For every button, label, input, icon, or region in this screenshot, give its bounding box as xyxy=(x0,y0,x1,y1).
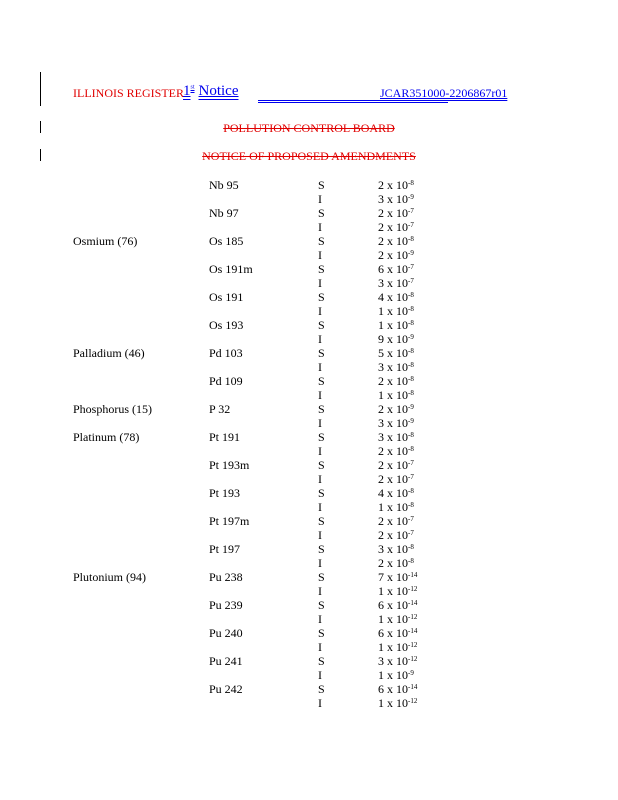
table-row xyxy=(0,178,618,206)
element-name: Plutonium (94) xyxy=(73,570,147,584)
concentration-value xyxy=(378,416,414,430)
value-exponent: -8 xyxy=(408,291,414,299)
value-base: 1 x 10 xyxy=(378,388,408,402)
table-row xyxy=(0,654,618,682)
isotope-name: Pu 242 xyxy=(209,682,243,696)
concentration-value xyxy=(378,668,414,682)
value-base: 9 x 10 xyxy=(378,332,408,346)
value-exponent: -7 xyxy=(408,515,414,523)
class-solubility: S xyxy=(318,346,325,360)
class-solubility: S xyxy=(318,290,325,304)
value-base: 3 x 10 xyxy=(378,430,408,444)
value-base: 6 x 10 xyxy=(378,682,408,696)
value-base: 3 x 10 xyxy=(378,416,408,430)
element-name: Osmium (76) xyxy=(73,234,138,248)
value-base: 6 x 10 xyxy=(378,262,408,276)
class-solubility: I xyxy=(318,276,322,290)
concentration-value xyxy=(378,472,414,486)
concentration-value xyxy=(378,178,414,192)
concentration-value xyxy=(378,402,414,416)
element-name: Phosphorus (15) xyxy=(73,402,153,416)
table-row xyxy=(0,458,618,486)
table-row xyxy=(0,262,618,290)
value-exponent: -9 xyxy=(408,333,414,341)
concentration-value xyxy=(378,542,414,556)
concentration-value xyxy=(378,346,414,360)
value-exponent: -12 xyxy=(408,613,418,621)
value-exponent: -12 xyxy=(408,585,418,593)
value-exponent: -14 xyxy=(408,627,418,635)
concentration-value xyxy=(378,682,417,696)
concentration-value xyxy=(378,318,414,332)
table-row xyxy=(0,486,618,514)
class-solubility: S xyxy=(318,402,325,416)
jcar-code: JCAR351000-2206867r01 xyxy=(380,86,508,100)
value-exponent: -8 xyxy=(408,179,414,187)
concentration-value xyxy=(378,584,417,598)
element-name: Palladium (46) xyxy=(73,346,145,360)
value-base: 1 x 10 xyxy=(378,584,408,598)
value-base: 2 x 10 xyxy=(378,206,408,220)
value-base: 2 x 10 xyxy=(378,528,408,542)
agency-title: POLLUTION CONTROL BOARD xyxy=(223,121,395,135)
change-bar xyxy=(40,72,41,106)
table-row xyxy=(0,318,618,346)
concentration-value xyxy=(378,206,414,220)
value-exponent: -8 xyxy=(408,235,414,243)
class-solubility: I xyxy=(318,472,322,486)
value-exponent: -7 xyxy=(408,263,414,271)
value-base: 1 x 10 xyxy=(378,696,408,710)
value-exponent: -9 xyxy=(408,403,414,411)
value-exponent: -7 xyxy=(408,277,414,285)
insert-number: 1 xyxy=(183,83,191,99)
class-solubility: S xyxy=(318,542,325,556)
class-solubility: I xyxy=(318,304,322,318)
inserted-notice xyxy=(183,82,239,100)
concentration-value xyxy=(378,192,414,206)
isotope-name: Pu 241 xyxy=(209,654,243,668)
table-row xyxy=(0,598,618,626)
value-base: 1 x 10 xyxy=(378,304,408,318)
value-exponent: -14 xyxy=(408,571,418,579)
value-base: 3 x 10 xyxy=(378,654,408,668)
concentration-value xyxy=(378,528,414,542)
table-row xyxy=(0,290,618,318)
value-exponent: -7 xyxy=(408,221,414,229)
value-base: 2 x 10 xyxy=(378,514,408,528)
concentration-value xyxy=(378,444,414,458)
value-base: 6 x 10 xyxy=(378,598,408,612)
value-exponent: -8 xyxy=(408,501,414,509)
concentration-value xyxy=(378,262,414,276)
class-solubility: S xyxy=(318,458,325,472)
table-row xyxy=(0,514,618,542)
concentration-value xyxy=(378,360,414,374)
concentration-value xyxy=(378,570,417,584)
insert-word: Notice xyxy=(198,83,239,99)
value-exponent: -8 xyxy=(408,375,414,383)
isotope-name: Pt 191 xyxy=(209,430,241,444)
class-solubility: I xyxy=(318,444,322,458)
value-base: 4 x 10 xyxy=(378,486,408,500)
value-base: 1 x 10 xyxy=(378,612,408,626)
value-exponent: -8 xyxy=(408,543,414,551)
class-solubility: I xyxy=(318,332,322,346)
value-exponent: -12 xyxy=(408,697,418,705)
value-exponent: -8 xyxy=(408,389,414,397)
value-base: 2 x 10 xyxy=(378,402,408,416)
value-exponent: -14 xyxy=(408,599,418,607)
value-exponent: -14 xyxy=(408,683,418,691)
value-base: 3 x 10 xyxy=(378,542,408,556)
class-solubility: S xyxy=(318,262,325,276)
value-base: 2 x 10 xyxy=(378,178,408,192)
value-base: 7 x 10 xyxy=(378,570,408,584)
concentration-value xyxy=(378,388,414,402)
value-base: 2 x 10 xyxy=(378,458,408,472)
table-row xyxy=(0,234,618,262)
concentration-value xyxy=(378,598,417,612)
isotope-name: Os 193 xyxy=(209,318,244,332)
value-base: 1 x 10 xyxy=(378,668,408,682)
class-solubility: I xyxy=(318,668,322,682)
concentration-value xyxy=(378,332,414,346)
value-base: 2 x 10 xyxy=(378,556,408,570)
class-solubility: S xyxy=(318,318,325,332)
class-solubility: I xyxy=(318,640,322,654)
value-exponent: -8 xyxy=(408,445,414,453)
class-solubility: I xyxy=(318,388,322,402)
class-solubility: S xyxy=(318,626,325,640)
isotope-table xyxy=(0,178,618,710)
concentration-value xyxy=(378,220,414,234)
isotope-name: Pt 197m xyxy=(209,514,250,528)
notice-title: NOTICE OF PROPOSED AMENDMENTS xyxy=(202,149,416,163)
value-base: 2 x 10 xyxy=(378,248,408,262)
value-exponent: -12 xyxy=(408,655,418,663)
concentration-value xyxy=(378,248,414,262)
concentration-value xyxy=(378,276,414,290)
table-row xyxy=(0,682,618,710)
isotope-name: P 32 xyxy=(209,402,231,416)
value-base: 2 x 10 xyxy=(378,220,408,234)
concentration-value xyxy=(378,514,414,528)
table-row xyxy=(0,402,618,430)
class-solubility: S xyxy=(318,514,325,528)
table-row xyxy=(0,570,618,598)
class-solubility: S xyxy=(318,598,325,612)
concentration-value xyxy=(378,234,414,248)
isotope-name: Pd 109 xyxy=(209,374,243,388)
class-solubility: I xyxy=(318,584,322,598)
value-exponent: -12 xyxy=(408,641,418,649)
value-exponent: -7 xyxy=(408,459,414,467)
class-solubility: I xyxy=(318,360,322,374)
value-exponent: -8 xyxy=(408,319,414,327)
value-base: 3 x 10 xyxy=(378,192,408,206)
class-solubility: I xyxy=(318,416,322,430)
value-exponent: -9 xyxy=(408,669,414,677)
isotope-name: Os 191 xyxy=(209,290,244,304)
table-row xyxy=(0,346,618,374)
concentration-value xyxy=(378,556,414,570)
class-solubility: S xyxy=(318,570,325,584)
value-base: 2 x 10 xyxy=(378,444,408,458)
isotope-name: Pu 240 xyxy=(209,626,243,640)
class-solubility: S xyxy=(318,486,325,500)
concentration-value xyxy=(378,696,417,710)
value-exponent: -7 xyxy=(408,473,414,481)
value-exponent: -8 xyxy=(408,557,414,565)
value-base: 3 x 10 xyxy=(378,276,408,290)
value-exponent: -8 xyxy=(408,431,414,439)
isotope-name: Pd 103 xyxy=(209,346,243,360)
value-base: 1 x 10 xyxy=(378,318,408,332)
value-base: 2 x 10 xyxy=(378,234,408,248)
element-name: Platinum (78) xyxy=(73,430,140,444)
class-solubility: I xyxy=(318,192,322,206)
concentration-value xyxy=(378,626,417,640)
class-solubility: I xyxy=(318,528,322,542)
concentration-value xyxy=(378,500,414,514)
table-row xyxy=(0,542,618,570)
isotope-name: Nb 97 xyxy=(209,206,239,220)
table-row xyxy=(0,626,618,654)
concentration-value xyxy=(378,458,414,472)
concentration-value xyxy=(378,304,414,318)
class-solubility: I xyxy=(318,248,322,262)
value-base: 6 x 10 xyxy=(378,626,408,640)
value-exponent: -8 xyxy=(408,487,414,495)
table-row xyxy=(0,374,618,402)
value-base: 2 x 10 xyxy=(378,472,408,486)
register-title: ILLINOIS REGISTER xyxy=(73,86,184,100)
value-base: 2 x 10 xyxy=(378,374,408,388)
class-solubility: I xyxy=(318,220,322,234)
concentration-value xyxy=(378,486,414,500)
class-solubility: I xyxy=(318,612,322,626)
isotope-name: Nb 95 xyxy=(209,178,239,192)
table-row xyxy=(0,430,618,458)
value-exponent: -8 xyxy=(408,305,414,313)
value-exponent: -9 xyxy=(408,193,414,201)
isotope-name: Pt 197 xyxy=(209,542,241,556)
value-exponent: -9 xyxy=(408,249,414,257)
class-solubility: S xyxy=(318,178,325,192)
isotope-name: Pt 193 xyxy=(209,486,241,500)
value-exponent: -9 xyxy=(408,417,414,425)
concentration-value xyxy=(378,640,417,654)
value-exponent: -7 xyxy=(408,207,414,215)
value-base: 4 x 10 xyxy=(378,290,408,304)
isotope-name: Os 185 xyxy=(209,234,244,248)
value-exponent: -8 xyxy=(408,347,414,355)
class-solubility: I xyxy=(318,500,322,514)
concentration-value xyxy=(378,612,417,626)
class-solubility: S xyxy=(318,682,325,696)
value-exponent: -8 xyxy=(408,361,414,369)
class-solubility: S xyxy=(318,206,325,220)
class-solubility: I xyxy=(318,556,322,570)
page-header xyxy=(73,82,533,106)
class-solubility: S xyxy=(318,654,325,668)
concentration-value xyxy=(378,374,414,388)
class-solubility: S xyxy=(318,234,325,248)
isotope-name: Os 191m xyxy=(209,262,253,276)
isotope-name: Pu 238 xyxy=(209,570,243,584)
concentration-value xyxy=(378,654,417,668)
concentration-value xyxy=(378,430,414,444)
isotope-name: Pt 193m xyxy=(209,458,250,472)
class-solubility: I xyxy=(318,696,322,710)
isotope-name: Pu 239 xyxy=(209,598,243,612)
value-base: 3 x 10 xyxy=(378,360,408,374)
concentration-value xyxy=(378,290,414,304)
insert-superscript: st xyxy=(190,84,195,91)
value-base: 1 x 10 xyxy=(378,640,408,654)
table-row xyxy=(0,206,618,234)
value-base: 1 x 10 xyxy=(378,500,408,514)
class-solubility: S xyxy=(318,430,325,444)
value-exponent: -7 xyxy=(408,529,414,537)
class-solubility: S xyxy=(318,374,325,388)
value-base: 5 x 10 xyxy=(378,346,408,360)
